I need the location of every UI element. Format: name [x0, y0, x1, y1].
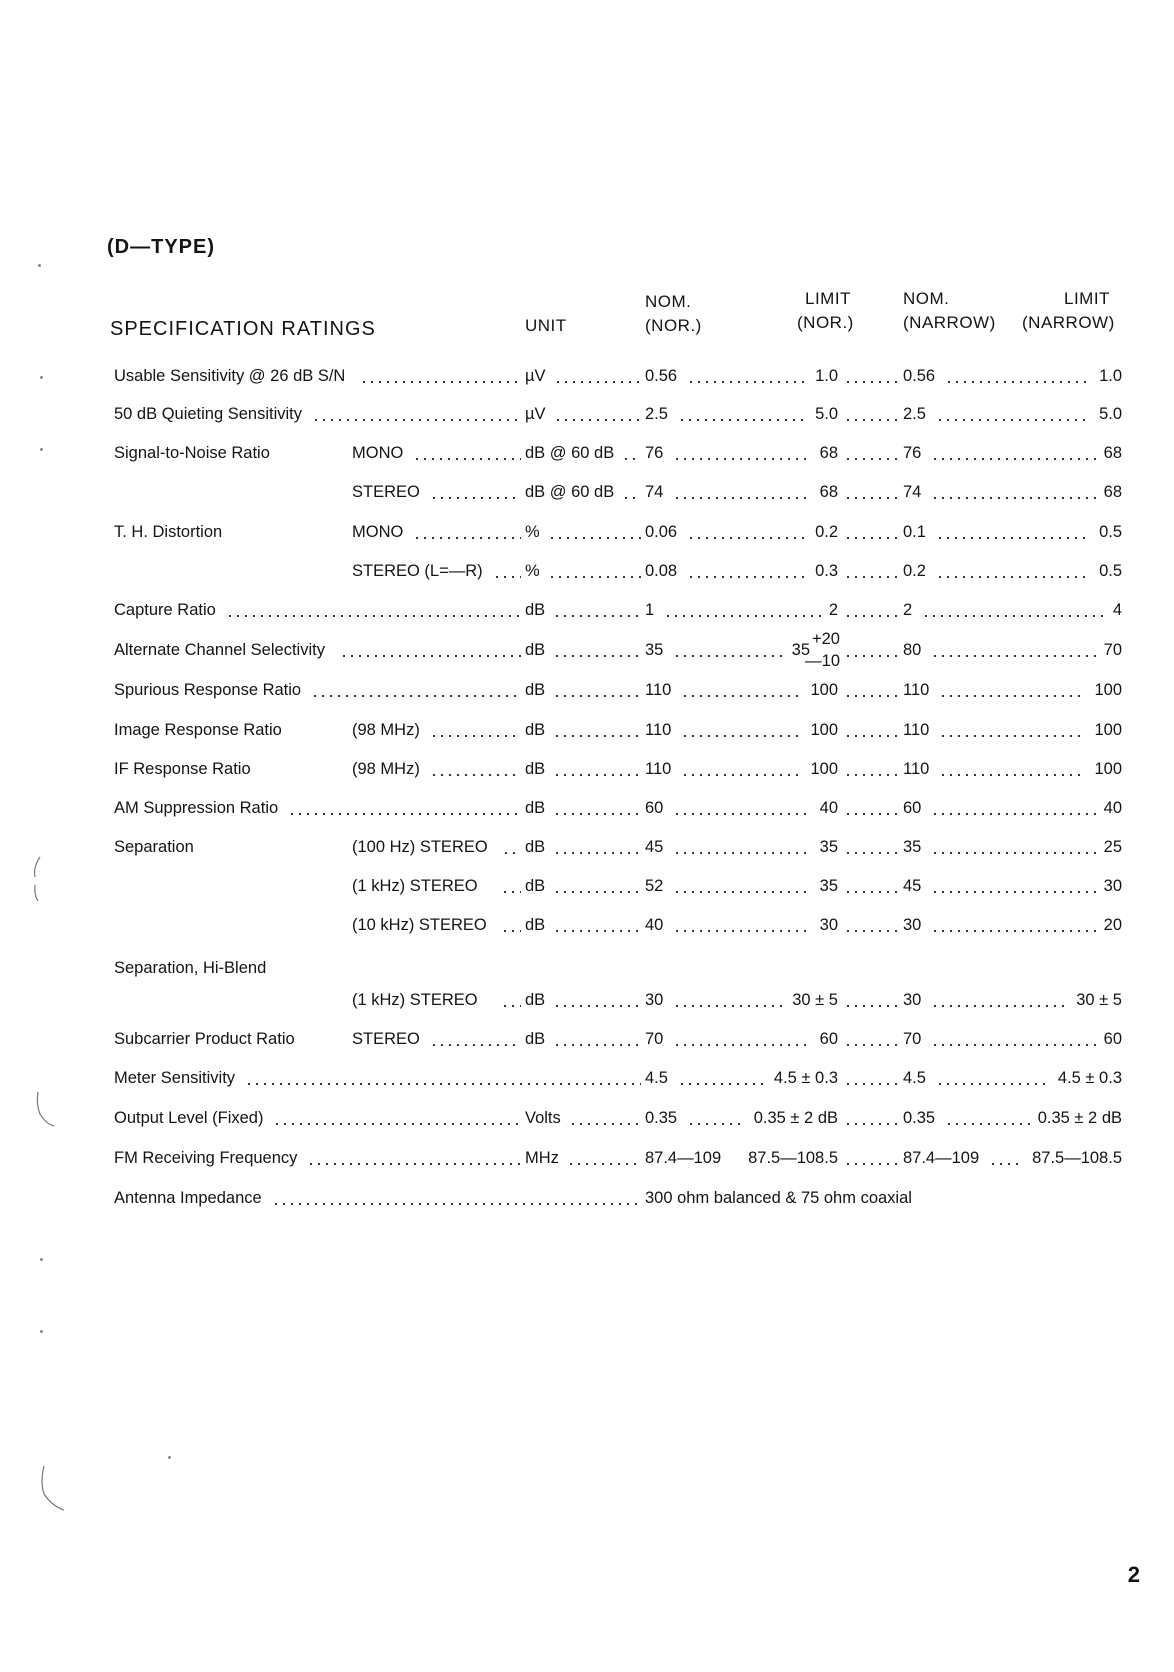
dot-leader	[430, 774, 521, 776]
row-label: T. H. Distortion	[114, 523, 223, 541]
row-limit-nor: 2	[828, 601, 838, 619]
dot-leader	[273, 1123, 521, 1125]
row-nom-narrow: 74	[903, 483, 922, 501]
row-unit: dB	[525, 681, 546, 699]
row-limit-narrow: 87.5—108.5	[1032, 1149, 1122, 1167]
row-limit-narrow: 4.5 ± 0.3	[1057, 1069, 1122, 1087]
dot-leader	[673, 852, 811, 854]
dot-leader	[844, 1123, 899, 1125]
spec-ratings-title: SPECIFICATION RATINGS	[110, 318, 376, 340]
row-limit-nor: 87.5—108.5	[748, 1149, 838, 1167]
dot-leader	[673, 458, 811, 460]
dot-leader	[681, 774, 802, 776]
row-nom-nor: 87.4—109	[645, 1149, 722, 1167]
row-limit-nor: 40	[819, 799, 838, 817]
dot-leader	[678, 1083, 766, 1085]
dot-leader	[687, 381, 807, 383]
dot-leader	[673, 930, 811, 932]
dot-leader	[430, 497, 521, 499]
dot-leader	[622, 458, 641, 460]
dot-leader	[844, 735, 899, 737]
dot-leader	[931, 655, 1095, 657]
row-nom-narrow: 87.4—109	[903, 1149, 980, 1167]
row-unit: dB @ 60 dB	[525, 483, 615, 501]
row-label: Spurious Response Ratio	[114, 681, 302, 699]
dot-leader	[430, 735, 521, 737]
row-nom-narrow: 4.5	[903, 1069, 926, 1087]
dot-leader	[844, 695, 899, 697]
row-unit: dB	[525, 641, 546, 659]
row-unit: dB	[525, 721, 546, 739]
dot-leader	[673, 1005, 784, 1007]
dot-leader	[936, 419, 1091, 421]
dot-leader	[844, 891, 899, 893]
dot-leader	[673, 813, 811, 815]
row-nom-nor: 60	[645, 799, 664, 817]
dot-leader	[673, 891, 811, 893]
row-nom-narrow: 0.56	[903, 367, 936, 385]
row-condition: (98 MHz)	[352, 760, 420, 778]
row-unit: dB	[525, 916, 546, 934]
row-limit-narrow: 0.35 ± 2 dB	[1037, 1109, 1122, 1127]
row-limit-nor: 0.35 ± 2 dB	[753, 1109, 838, 1127]
row-limit-narrow: 0.5	[1099, 523, 1122, 541]
dot-leader	[844, 615, 899, 617]
row-limit-nor: 35	[819, 838, 838, 856]
dot-leader	[687, 1123, 746, 1125]
row-nom-narrow: 110	[903, 760, 930, 778]
dot-leader	[548, 537, 641, 539]
dot-leader	[931, 891, 1095, 893]
row-limit-narrow: 68	[1103, 483, 1122, 501]
row-nom-nor: 35	[645, 641, 664, 659]
row-condition: (98 MHz)	[352, 721, 420, 739]
row-limit-narrow: 0.5	[1099, 562, 1122, 580]
dot-leader	[501, 1005, 521, 1007]
dot-leader	[844, 1163, 899, 1165]
row-limit-narrow: 25	[1103, 838, 1122, 856]
row-nom-nor: 0.08	[645, 562, 678, 580]
row-condition: (1 kHz) STEREO	[352, 991, 478, 1009]
row-nom-nor: 52	[645, 877, 664, 895]
row-unit: dB	[525, 601, 546, 619]
dot-leader	[272, 1203, 641, 1205]
dot-leader	[989, 1163, 1024, 1165]
dot-leader	[936, 537, 1091, 539]
row-unit: dB	[525, 799, 546, 817]
row-nom-narrow: 0.1	[903, 523, 926, 541]
row-unit: dB	[525, 838, 546, 856]
row-nom-nor: 1	[645, 601, 655, 619]
row-limit-nor: 35	[819, 877, 838, 895]
dot-leader	[360, 381, 521, 383]
dot-leader	[413, 537, 521, 539]
header-unit: UNIT	[525, 316, 567, 335]
dot-leader	[939, 774, 1086, 776]
row-label: Capture Ratio	[114, 601, 216, 619]
dot-leader	[931, 458, 1095, 460]
dot-leader	[340, 655, 521, 657]
row-label: AM Suppression Ratio	[114, 799, 279, 817]
dot-leader	[554, 419, 641, 421]
scan-mark	[168, 1456, 171, 1459]
dot-leader	[945, 1123, 1030, 1125]
row-nom-narrow: 35	[903, 838, 922, 856]
dot-leader	[936, 1083, 1050, 1085]
page-number: 2	[1127, 1562, 1140, 1587]
row-unit: Volts	[525, 1109, 561, 1127]
dot-leader	[673, 655, 783, 657]
row-label: Signal-to-Noise Ratio	[114, 444, 270, 462]
row-limit-narrow: 100	[1094, 760, 1122, 778]
dot-leader	[844, 930, 899, 932]
dot-leader	[553, 695, 641, 697]
dot-leader	[681, 735, 802, 737]
row-unit: dB	[525, 760, 546, 778]
scan-edge-mark	[36, 1464, 70, 1512]
dot-leader	[548, 576, 641, 578]
row-limit-nor-plus: +20	[812, 630, 840, 648]
dot-leader	[939, 735, 1086, 737]
row-limit-narrow: 1.0	[1099, 367, 1122, 385]
row-condition: STEREO (L=—R)	[352, 562, 483, 580]
row-label: Image Response Ratio	[114, 721, 282, 739]
dot-leader	[554, 381, 641, 383]
dot-leader	[307, 1163, 521, 1165]
row-nom-narrow: 30	[903, 916, 922, 934]
dot-leader	[553, 930, 641, 932]
dot-leader	[413, 458, 521, 460]
row-limit-nor: 5.0	[815, 405, 838, 423]
dot-leader	[844, 852, 899, 854]
row-nom-nor: 0.56	[645, 367, 678, 385]
row-nom-nor: 30	[645, 991, 664, 1009]
dot-leader	[931, 930, 1095, 932]
row-label: Separation	[114, 838, 194, 856]
row-limit-narrow: 100	[1094, 721, 1122, 739]
dot-leader	[844, 458, 899, 460]
row-label: Separation, Hi-Blend	[114, 959, 267, 977]
row-limit-nor: 4.5 ± 0.3	[773, 1069, 838, 1087]
dot-leader	[922, 615, 1105, 617]
row-limit-narrow: 30 ± 5	[1076, 991, 1122, 1009]
row-nom-nor: 0.35	[645, 1109, 678, 1127]
row-limit-nor-minus: —10	[805, 652, 840, 670]
row-nom-narrow: 80	[903, 641, 922, 659]
row-nom-narrow: 70	[903, 1030, 922, 1048]
row-condition: (10 kHz) STEREO	[352, 916, 487, 934]
dot-leader	[501, 891, 521, 893]
row-limit-nor: 68	[819, 483, 838, 501]
scan-edge-mark	[32, 1090, 62, 1130]
row-condition: MONO	[352, 444, 404, 462]
scan-mark	[40, 448, 43, 451]
dot-leader	[622, 497, 641, 499]
row-nom-narrow: 110	[903, 721, 930, 739]
dot-leader	[553, 655, 641, 657]
dot-leader	[844, 813, 899, 815]
dot-leader	[553, 852, 641, 854]
dot-leader	[678, 419, 807, 421]
dot-leader	[245, 1083, 641, 1085]
row-limit-narrow: 20	[1103, 916, 1122, 934]
dot-leader	[673, 497, 811, 499]
header-limit-nor-1: LIMIT	[805, 289, 851, 308]
row-unit: dB @ 60 dB	[525, 444, 615, 462]
row-limit-narrow: 30	[1103, 877, 1122, 895]
dot-leader	[844, 655, 899, 657]
dot-leader	[931, 1044, 1095, 1046]
row-condition: (100 Hz) STEREO	[352, 838, 488, 856]
dot-leader	[939, 695, 1086, 697]
scan-mark	[40, 376, 43, 379]
row-limit-nor: 60	[819, 1030, 838, 1048]
row-nom-narrow: 2.5	[903, 405, 926, 423]
row-label: Usable Sensitivity @ 26 dB S/N	[114, 367, 346, 385]
row-limit-narrow: 70	[1103, 641, 1122, 659]
dot-leader	[844, 774, 899, 776]
dot-leader	[673, 1044, 811, 1046]
row-limit-nor: 100	[810, 721, 838, 739]
row-nom-narrow: 76	[903, 444, 922, 462]
dot-leader	[844, 1044, 899, 1046]
row-nom-narrow: 0.2	[903, 562, 926, 580]
row-unit: MHz	[525, 1149, 559, 1167]
row-nom-nor: 45	[645, 838, 664, 856]
header-nom-nor-1: NOM.	[645, 292, 692, 311]
row-nom-nor: 110	[645, 721, 672, 739]
row-label: Subcarrier Product Ratio	[114, 1030, 295, 1048]
dot-leader	[288, 813, 521, 815]
dot-leader	[844, 1005, 899, 1007]
dot-leader	[945, 381, 1091, 383]
dot-leader	[493, 576, 521, 578]
dot-leader	[553, 774, 641, 776]
dot-leader	[553, 891, 641, 893]
row-nom-nor: 40	[645, 916, 664, 934]
row-nom-nor: 70	[645, 1030, 664, 1048]
row-limit-nor: 35	[791, 641, 810, 659]
header-nom-narrow-2: (NARROW)	[903, 313, 996, 332]
row-label: 50 dB Quieting Sensitivity	[114, 405, 303, 423]
dot-leader	[844, 576, 899, 578]
header-nom-narrow-1: NOM.	[903, 289, 950, 308]
row-nom-nor: 76	[645, 444, 664, 462]
dot-leader	[931, 852, 1095, 854]
dot-leader	[936, 576, 1091, 578]
row-limit-nor: 100	[810, 681, 838, 699]
row-limit-narrow: 100	[1094, 681, 1122, 699]
dot-leader	[553, 813, 641, 815]
row-unit: µV	[525, 405, 546, 423]
row-label: IF Response Ratio	[114, 760, 251, 778]
row-unit: dB	[525, 877, 546, 895]
dot-leader	[553, 1044, 641, 1046]
dot-leader	[687, 537, 807, 539]
row-label: Output Level (Fixed)	[114, 1109, 264, 1127]
row-unit: %	[525, 562, 540, 580]
dot-leader	[501, 930, 521, 932]
row-condition: (1 kHz) STEREO	[352, 877, 478, 895]
row-unit: dB	[525, 991, 546, 1009]
row-unit: %	[525, 523, 540, 541]
row-limit-nor: 0.3	[815, 562, 838, 580]
header-limit-narrow-2: (NARROW)	[1022, 313, 1115, 332]
dot-leader	[844, 419, 899, 421]
row-nom-narrow: 60	[903, 799, 922, 817]
dot-leader	[664, 615, 821, 617]
dot-leader	[430, 1044, 521, 1046]
row-nom-nor: 300 ohm balanced & 75 ohm coaxial	[645, 1189, 912, 1207]
dot-leader	[553, 735, 641, 737]
row-label: Meter Sensitivity	[114, 1069, 236, 1087]
scan-mark	[40, 1258, 43, 1261]
row-label: Alternate Channel Selectivity	[114, 641, 325, 659]
document-type-label: (D—TYPE)	[107, 236, 215, 258]
dot-leader	[569, 1123, 641, 1125]
dot-leader	[931, 813, 1095, 815]
row-limit-nor: 68	[819, 444, 838, 462]
row-nom-nor: 2.5	[645, 405, 668, 423]
dot-leader	[681, 695, 802, 697]
row-condition: STEREO	[352, 483, 420, 501]
row-limit-nor: 1.0	[815, 367, 838, 385]
row-nom-nor: 110	[645, 681, 672, 699]
dot-leader	[553, 615, 641, 617]
row-limit-narrow: 40	[1103, 799, 1122, 817]
row-unit: dB	[525, 1030, 546, 1048]
row-limit-narrow: 68	[1103, 444, 1122, 462]
row-limit-narrow: 4	[1112, 601, 1122, 619]
row-nom-nor: 110	[645, 760, 672, 778]
dot-leader	[844, 537, 899, 539]
dot-leader	[687, 576, 807, 578]
scan-mark	[38, 264, 41, 267]
header-limit-nor-2: (NOR.)	[797, 313, 854, 332]
row-limit-narrow: 5.0	[1099, 405, 1122, 423]
row-nom-narrow: 30	[903, 991, 922, 1009]
dot-leader	[844, 497, 899, 499]
header-limit-narrow-1: LIMIT	[1064, 289, 1110, 308]
row-condition: MONO	[352, 523, 404, 541]
dot-leader	[844, 381, 899, 383]
row-limit-nor: 30	[819, 916, 838, 934]
dot-leader	[844, 1083, 899, 1085]
row-nom-narrow: 0.35	[903, 1109, 936, 1127]
scan-mark	[40, 1330, 43, 1333]
header-nom-nor-2: (NOR.)	[645, 316, 702, 335]
row-nom-nor: 4.5	[645, 1069, 668, 1087]
dot-leader	[931, 1005, 1063, 1007]
row-limit-nor: 0.2	[815, 523, 838, 541]
scan-edge-mark	[30, 855, 50, 905]
row-limit-narrow: 60	[1103, 1030, 1122, 1048]
row-nom-narrow: 45	[903, 877, 922, 895]
dot-leader	[567, 1163, 641, 1165]
row-limit-nor: 30 ± 5	[792, 991, 838, 1009]
dot-leader	[553, 1005, 641, 1007]
row-unit: µV	[525, 367, 546, 385]
dot-leader	[312, 419, 521, 421]
row-limit-nor: 100	[810, 760, 838, 778]
row-nom-nor: 74	[645, 483, 664, 501]
row-condition: STEREO	[352, 1030, 420, 1048]
row-label: Antenna Impedance	[114, 1189, 262, 1207]
dot-leader	[931, 497, 1095, 499]
dot-leader	[226, 615, 521, 617]
row-nom-narrow: 110	[903, 681, 930, 699]
row-nom-nor: 0.06	[645, 523, 678, 541]
dot-leader	[311, 695, 521, 697]
row-label: FM Receiving Frequency	[114, 1149, 298, 1167]
row-nom-narrow: 2	[903, 601, 913, 619]
dot-leader	[502, 852, 521, 854]
